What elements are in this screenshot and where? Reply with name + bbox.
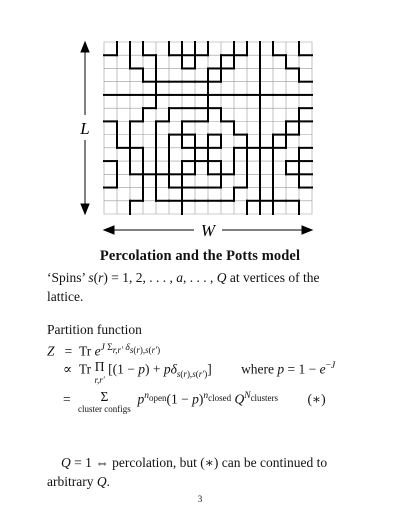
equation-line-1: Z = Tr $e^{J \Sigma_{r,r'} \delta_{s(r),s(r')}}$ bbox=[47, 343, 161, 359]
eq-proportional: ∝ bbox=[63, 361, 73, 377]
sum-symbol: Σ bbox=[100, 389, 109, 404]
equation-tag: (∗) bbox=[307, 391, 326, 407]
conclusion-paragraph: Q = 1 ⇔ percolation, but (∗) can be continued to arbitrary Q. bbox=[47, 455, 328, 489]
eq-equals: = bbox=[64, 343, 73, 359]
page-number: 3 bbox=[197, 494, 203, 504]
height-label: L bbox=[80, 119, 90, 138]
equation-line-3: = Σ cluster configs $p^{n_{open}}(1 - p)^{n_{closed}}$ $Q^{N_{clusters}}$ (∗) bbox=[63, 389, 326, 414]
width-label: W bbox=[200, 221, 216, 240]
lattice-figure bbox=[0, 0, 400, 240]
partition-label: Partition function bbox=[47, 322, 142, 337]
eq-equals-2: = bbox=[63, 391, 71, 407]
equation-line-2: ∝ Tr Π r,r′ $[(1 - p) + p\delta_{s(r),s(r')}]$ where $p = 1 - e^{-J}$ bbox=[63, 359, 336, 385]
spins-paragraph: ‘Spins’ s(r) = 1, 2, . . . , a, . . . , Q at vertices of the lattice. bbox=[47, 270, 320, 304]
eq-lhs: Z bbox=[47, 343, 55, 359]
sum-subscript: cluster configs bbox=[78, 404, 131, 414]
section-heading: Percolation and the Potts model bbox=[99, 248, 301, 264]
